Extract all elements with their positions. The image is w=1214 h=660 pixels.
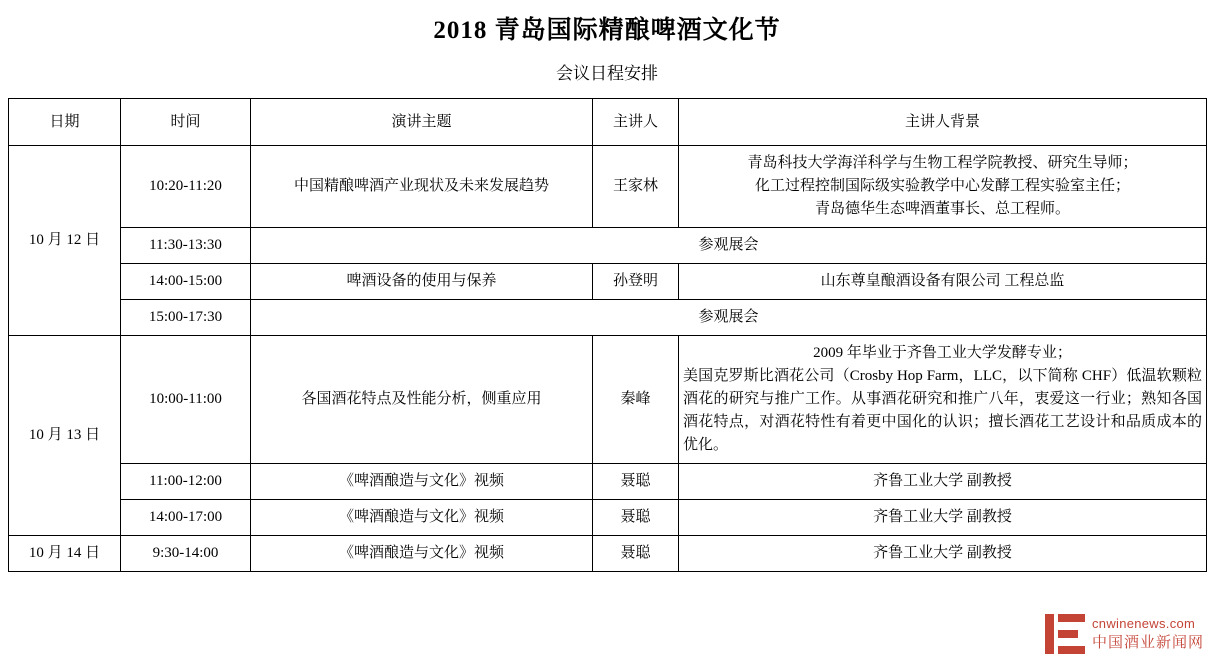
cell-time: 14:00-15:00: [121, 264, 251, 300]
cell-topic: 啤酒设备的使用与保养: [251, 264, 593, 300]
background-line: 化工过程控制国际级实验教学中心发酵工程实验室主任；: [754, 178, 1130, 194]
site-logo-icon: [1045, 614, 1085, 654]
background-line: 青岛科技大学海洋科学与生物工程学院教授、研究生导师；: [747, 155, 1138, 171]
cell-time: 15:00-17:30: [121, 300, 251, 336]
cell-background: 齐鲁工业大学 副教授: [679, 536, 1207, 572]
cell-speaker: 孙登明: [593, 264, 679, 300]
cell-time: 11:00-12:00: [121, 464, 251, 500]
cell-background: [679, 336, 1207, 464]
cell-span-note: 参观展会: [251, 300, 1207, 336]
cell-time: 10:00-11:00: [121, 336, 251, 464]
table-row: [9, 336, 1207, 464]
cell-speaker: 聂聪: [593, 500, 679, 536]
cell-speaker: 聂聪: [593, 464, 679, 500]
cell-background: [679, 146, 1207, 228]
cell-speaker: 秦峰: [593, 336, 679, 464]
cell-time: 10:20-11:20: [121, 146, 251, 228]
cell-background: 齐鲁工业大学 副教授: [679, 500, 1207, 536]
background-paragraph: 美国克罗斯比酒花公司（Crosby Hop Farm，LLC，以下简称 CHF）低温软颗粒酒花的研究与推广工作。从事酒花研究和推广八年，衷爱这一行业；熟知各国酒花特点，对酒花特性有着更中国化的认识；擅长酒花工艺设计和品质成本的优化。: [683, 368, 1202, 453]
cell-speaker: 王家林: [593, 146, 679, 228]
cell-time: 14:00-17:00: [121, 500, 251, 536]
table-row: [9, 146, 1207, 228]
cell-background: 齐鲁工业大学 副教授: [679, 464, 1207, 500]
cell-topic: 各国酒花特点及性能分析，侧重应用: [251, 336, 593, 464]
background-line: 2009 年毕业于齐鲁工业大学发酵专业；: [813, 345, 1072, 361]
page-title: 2018 青岛国际精酿啤酒文化节: [433, 17, 781, 44]
cell-span-note: 参观展会: [251, 228, 1207, 264]
column-header-date: 日期: [9, 99, 121, 146]
schedule-table: [8, 98, 1207, 572]
cell-time: 11:30-13:30: [121, 228, 251, 264]
watermark-domain: cnwinenews.com: [1091, 615, 1196, 631]
cell-background: 山东尊皇酿酒设备有限公司 工程总监: [679, 264, 1207, 300]
watermark-sitename: 中国酒业新闻网: [1091, 633, 1204, 651]
cell-date: 10 月 13 日: [9, 336, 121, 536]
table-row: [9, 300, 1207, 336]
cell-date: 10 月 14 日: [9, 536, 121, 572]
watermark: [1045, 614, 1204, 654]
cell-time: 9:30-14:00: [121, 536, 251, 572]
column-header-topic: 演讲主题: [251, 99, 593, 146]
column-header-time: 时间: [121, 99, 251, 146]
document-page: [0, 14, 1214, 660]
cell-topic: 《啤酒酿造与文化》视频: [251, 464, 593, 500]
cell-topic: 中国精酿啤酒产业现状及未来发展趋势: [251, 146, 593, 228]
table-row: [9, 536, 1207, 572]
table-row: [9, 264, 1207, 300]
page-subtitle: 会议日程安排: [556, 64, 658, 83]
table-row: [9, 464, 1207, 500]
table-row: [9, 500, 1207, 536]
cell-topic: 《啤酒酿造与文化》视频: [251, 500, 593, 536]
cell-speaker: 聂聪: [593, 536, 679, 572]
background-line: 青岛德华生态啤酒董事长、总工程师。: [814, 201, 1070, 217]
table-row: [9, 228, 1207, 264]
table-header-row: [9, 99, 1207, 146]
column-header-background: 主讲人背景: [679, 99, 1207, 146]
cell-topic: 《啤酒酿造与文化》视频: [251, 536, 593, 572]
cell-date: 10 月 12 日: [9, 146, 121, 336]
column-header-speaker: 主讲人: [593, 99, 679, 146]
